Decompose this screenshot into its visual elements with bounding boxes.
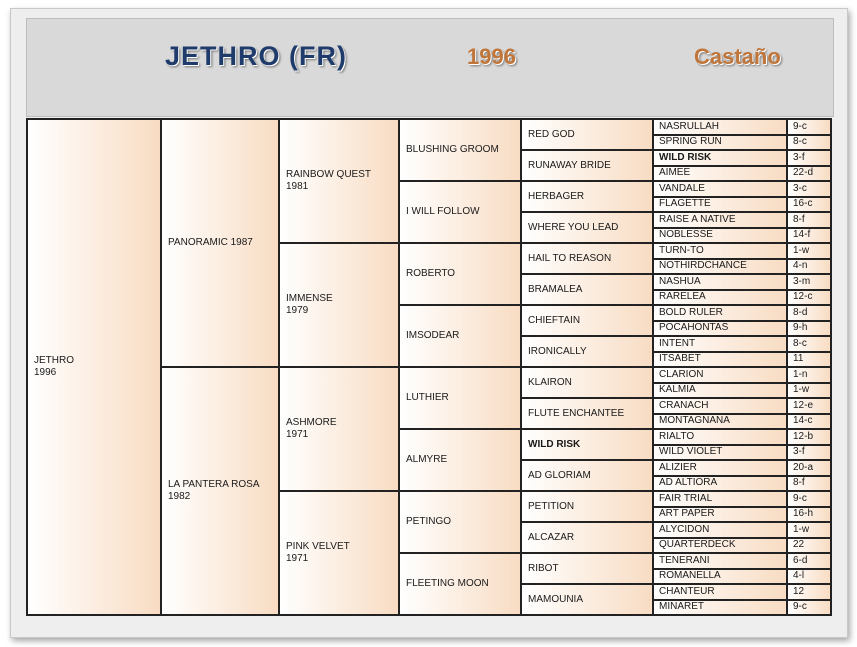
pedigree-ancestor-cell bbox=[654, 554, 786, 568]
pedigree-ancestor-cell bbox=[654, 570, 786, 584]
ancestor-name: AD ALTIORA bbox=[659, 477, 718, 489]
pedigree-ancestor-cell bbox=[654, 585, 786, 599]
family-number-cell: 8-d bbox=[788, 306, 830, 320]
pedigree-ancestor-cell bbox=[654, 446, 786, 460]
family-number-cell: 11 bbox=[788, 353, 830, 367]
pedigree-ancestor-cell bbox=[654, 291, 786, 305]
family-number-cell: 1-n bbox=[788, 368, 830, 382]
family-number-cell: 3-f bbox=[788, 151, 830, 165]
family-number-cell: 16-c bbox=[788, 198, 830, 212]
pedigree-ancestor-cell bbox=[654, 275, 786, 289]
pedigree-gen5-cell bbox=[522, 120, 652, 149]
family-number-cell: 16-h bbox=[788, 508, 830, 522]
ancestor-name: RIBOT bbox=[528, 562, 559, 574]
pedigree-gen5-cell bbox=[522, 182, 652, 211]
ancestor-name: PETITION bbox=[528, 500, 575, 512]
ancestor-name: I WILL FOLLOW bbox=[406, 206, 480, 217]
pedigree-gen4-cell bbox=[400, 244, 520, 304]
pedigree-ancestor-cell bbox=[654, 492, 786, 506]
pedigree-ancestor-cell bbox=[654, 260, 786, 274]
ancestor-name: PANORAMIC 1987 bbox=[168, 237, 253, 248]
ancestor-name: SPRING RUN bbox=[659, 136, 722, 148]
ancestor-name: BRAMALEA bbox=[528, 283, 583, 295]
pedigree-gen5-cell bbox=[522, 306, 652, 335]
ancestor-name: ASHMORE bbox=[286, 417, 337, 428]
pedigree-gen5-cell bbox=[522, 523, 652, 552]
pedigree-ancestor-cell bbox=[654, 136, 786, 150]
horse-name-title: JETHRO (FR) bbox=[165, 41, 347, 71]
pedigree-ancestor-cell bbox=[654, 477, 786, 491]
family-number-cell: 8-c bbox=[788, 136, 830, 150]
ancestor-name: ALIZIER bbox=[659, 461, 697, 473]
pedigree-gen5-cell bbox=[522, 151, 652, 180]
pedigree-gen3-cell bbox=[280, 244, 398, 366]
ancestor-name: FLEETING MOON bbox=[406, 578, 489, 589]
ancestor-name: RIALTO bbox=[659, 430, 695, 442]
family-number-cell: 1-w bbox=[788, 384, 830, 398]
family-number-cell: 9-h bbox=[788, 322, 830, 336]
pedigree-gen5-cell bbox=[522, 337, 652, 366]
pedigree-gen2-cell bbox=[162, 120, 278, 366]
family-number-cell: 3-f bbox=[788, 446, 830, 460]
ancestor-name: MINARET bbox=[659, 601, 704, 613]
family-number-cell: 6-d bbox=[788, 554, 830, 568]
pedigree-ancestor-cell bbox=[654, 601, 786, 615]
ancestor-name: RUNAWAY BRIDE bbox=[528, 159, 611, 171]
family-number-cell: 14-c bbox=[788, 415, 830, 429]
pedigree-gen5-cell bbox=[522, 585, 652, 614]
ancestor-name: MONTAGNANA bbox=[659, 415, 730, 427]
ancestor-name: POCAHONTAS bbox=[659, 322, 729, 334]
family-number-cell: 12 bbox=[788, 585, 830, 599]
ancestor-name: RAISE A NATIVE bbox=[659, 213, 736, 225]
pedigree-ancestor-cell bbox=[654, 167, 786, 181]
ancestor-name: FAIR TRIAL bbox=[659, 492, 713, 504]
ancestor-name: WHERE YOU LEAD bbox=[528, 221, 619, 233]
ancestor-name: LUTHIER bbox=[406, 392, 449, 403]
family-number-cell: 1-w bbox=[788, 244, 830, 258]
ancestor-name: AIMEE bbox=[659, 167, 691, 179]
ancestor-name: INTENT bbox=[659, 337, 696, 349]
family-number-cell: 12-b bbox=[788, 430, 830, 444]
pedigree-ancestor-cell bbox=[654, 508, 786, 522]
ancestor-name: IMMENSE bbox=[286, 293, 333, 304]
ancestor-name: MAMOUNIA bbox=[528, 593, 583, 605]
ancestor-name: VANDALE bbox=[659, 182, 705, 194]
pedigree-ancestor-cell bbox=[654, 539, 786, 553]
pedigree-gen2-cell bbox=[162, 368, 278, 614]
pedigree-ancestor-cell bbox=[654, 337, 786, 351]
family-number-cell: 3-c bbox=[788, 182, 830, 196]
pedigree-gen5-cell bbox=[522, 275, 652, 304]
ancestor-name: ITSABET bbox=[659, 353, 701, 365]
ancestor-name: ALCAZAR bbox=[528, 531, 575, 543]
pedigree-gen1-cell bbox=[28, 120, 160, 614]
ancestor-name: NOBLESSE bbox=[659, 229, 713, 241]
pedigree-gen3-cell bbox=[280, 368, 398, 490]
ancestor-name: CLARION bbox=[659, 368, 704, 380]
ancestor-year: 1996 bbox=[34, 367, 57, 378]
birth-year: 1996 bbox=[467, 44, 516, 69]
ancestor-year: 1979 bbox=[286, 305, 309, 316]
pedigree-gen4-cell bbox=[400, 182, 520, 242]
pedigree-ancestor-cell bbox=[654, 415, 786, 429]
ancestor-name: NOTHIRDCHANCE bbox=[659, 260, 747, 272]
ancestor-name: KLAIRON bbox=[528, 376, 572, 388]
pedigree-gen5-cell bbox=[522, 368, 652, 397]
ancestor-name: LA PANTERA ROSA bbox=[168, 479, 260, 490]
pedigree-gen4-cell bbox=[400, 492, 520, 552]
pedigree-gen3-cell bbox=[280, 120, 398, 242]
ancestor-name: QUARTERDECK bbox=[659, 539, 736, 551]
ancestor-name: WILD RISK bbox=[659, 151, 712, 163]
pedigree-gen5-cell bbox=[522, 399, 652, 428]
ancestor-name: ALYCIDON bbox=[659, 523, 710, 535]
pedigree-ancestor-cell bbox=[654, 384, 786, 398]
pedigree-ancestor-cell bbox=[654, 198, 786, 212]
ancestor-year: 1971 bbox=[286, 553, 309, 564]
pedigree-ancestor-cell bbox=[654, 213, 786, 227]
ancestor-name: CHIEFTAIN bbox=[528, 314, 581, 326]
family-number-cell: 12-c bbox=[788, 291, 830, 305]
ancestor-name: NASHUA bbox=[659, 275, 701, 287]
ancestor-name: RED GOD bbox=[528, 128, 575, 140]
ancestor-name: IRONICALLY bbox=[528, 345, 587, 357]
pedigree-ancestor-cell bbox=[654, 182, 786, 196]
ancestor-name: NASRULLAH bbox=[659, 120, 720, 132]
family-number-cell: 3-m bbox=[788, 275, 830, 289]
ancestor-name: ART PAPER bbox=[659, 508, 715, 520]
pedigree-gen3-cell bbox=[280, 492, 398, 614]
family-number-cell: 12-e bbox=[788, 399, 830, 413]
ancestor-year: 1981 bbox=[286, 181, 309, 192]
family-number-cell: 8-f bbox=[788, 477, 830, 491]
ancestor-name: RARELEA bbox=[659, 291, 706, 303]
family-number-cell: 22 bbox=[788, 539, 830, 553]
ancestor-name: PINK VELVET bbox=[286, 541, 350, 552]
family-number-cell: 9-c bbox=[788, 601, 830, 615]
family-number-cell: 9-c bbox=[788, 492, 830, 506]
family-number-cell: 9-c bbox=[788, 120, 830, 134]
pedigree-gen4-cell bbox=[400, 120, 520, 180]
ancestor-name: HERBAGER bbox=[528, 190, 585, 202]
ancestor-year: 1971 bbox=[286, 429, 309, 440]
ancestor-name: CRANACH bbox=[659, 399, 709, 411]
pedigree-gen4-cell bbox=[400, 306, 520, 366]
pedigree-gen5-cell bbox=[522, 554, 652, 583]
pedigree-ancestor-cell bbox=[654, 430, 786, 444]
ancestor-name: WILD RISK bbox=[528, 438, 581, 450]
ancestor-name: JETHRO bbox=[34, 355, 74, 366]
ancestor-name: ROMANELLA bbox=[659, 570, 721, 582]
ancestor-name: BLUSHING GROOM bbox=[406, 144, 499, 155]
pedigree-table bbox=[26, 118, 832, 616]
ancestor-name: KALMIA bbox=[659, 384, 696, 396]
pedigree-gen4-cell bbox=[400, 430, 520, 490]
coat-color: Castaño bbox=[694, 44, 781, 69]
pedigree-gen4-cell bbox=[400, 554, 520, 614]
ancestor-name: PETINGO bbox=[406, 516, 452, 527]
pedigree-gen5-cell bbox=[522, 213, 652, 242]
ancestor-year: 1982 bbox=[168, 491, 191, 502]
pedigree-gen5-cell bbox=[522, 461, 652, 490]
family-number-cell: 8-f bbox=[788, 213, 830, 227]
pedigree-gen5-cell bbox=[522, 492, 652, 521]
ancestor-name: ALMYRE bbox=[406, 454, 448, 465]
family-number-cell: 8-c bbox=[788, 337, 830, 351]
pedigree-ancestor-cell bbox=[654, 322, 786, 336]
family-number-cell: 4-n bbox=[788, 260, 830, 274]
family-number-cell: 1-w bbox=[788, 523, 830, 537]
pedigree-ancestor-cell bbox=[654, 229, 786, 243]
ancestor-name: IMSODEAR bbox=[406, 330, 460, 341]
pedigree-ancestor-cell bbox=[654, 461, 786, 475]
ancestor-name: FLAGETTE bbox=[659, 198, 711, 210]
ancestor-name: WILD VIOLET bbox=[659, 446, 723, 458]
pedigree-ancestor-cell bbox=[654, 368, 786, 382]
pedigree-gen5-cell bbox=[522, 244, 652, 273]
pedigree-ancestor-cell bbox=[654, 523, 786, 537]
pedigree-ancestor-cell bbox=[654, 399, 786, 413]
pedigree-gen5-cell bbox=[522, 430, 652, 459]
family-number-cell: 20-a bbox=[788, 461, 830, 475]
ancestor-name: TURN-TO bbox=[659, 244, 704, 256]
pedigree-ancestor-cell bbox=[654, 151, 786, 165]
family-number-cell: 14-f bbox=[788, 229, 830, 243]
ancestor-name: ROBERTO bbox=[406, 268, 456, 279]
family-number-cell: 4-l bbox=[788, 570, 830, 584]
ancestor-name: BOLD RULER bbox=[659, 306, 723, 318]
ancestor-name: CHANTEUR bbox=[659, 585, 715, 597]
ancestor-name: FLUTE ENCHANTEE bbox=[528, 407, 625, 419]
ancestor-name: HAIL TO REASON bbox=[528, 252, 612, 264]
pedigree-ancestor-cell bbox=[654, 244, 786, 258]
pedigree-ancestor-cell bbox=[654, 306, 786, 320]
pedigree-ancestor-cell bbox=[654, 120, 786, 134]
ancestor-name: AD GLORIAM bbox=[528, 469, 591, 481]
ancestor-name: RAINBOW QUEST bbox=[286, 169, 372, 180]
pedigree-gen4-cell bbox=[400, 368, 520, 428]
family-number-cell: 22-d bbox=[788, 167, 830, 181]
pedigree-ancestor-cell bbox=[654, 353, 786, 367]
ancestor-name: TENERANI bbox=[659, 554, 710, 566]
